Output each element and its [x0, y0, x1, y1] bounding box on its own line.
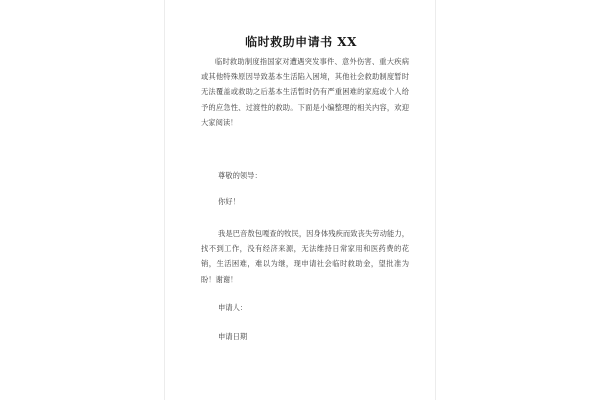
date-label: 申请日期 — [218, 332, 248, 341]
greeting: 你好！ — [218, 197, 240, 206]
body-paragraph: 我是巴音敖包嘎查的牧民，因身体残疾而致丧失劳动能力，找不到工作，没有经济来源，无法维持日常家用和医药费的花销，生活困难，难以为继，现申请社会临时救助金，望批准为盼！谢谢！ — [201, 229, 409, 284]
document-page — [164, 0, 436, 400]
document-title: 临时救助申请书 XX — [245, 35, 357, 49]
salutation: 尊敬的领导： — [218, 171, 262, 180]
intro-paragraph: 临时救助制度指国家对遭遇突发事件、意外伤害、重大疾病或其他特殊原因导致基本生活陷入困境，其他社会救助制度暂时无法覆盖或救助之后基本生活暂时仍有严重困难的家庭或个人给予的应急性、过渡性的救助。下面是小编整理的相关内容，欢迎大家阅读！ — [201, 57, 409, 127]
applicant-label: 申请人： — [218, 303, 248, 312]
